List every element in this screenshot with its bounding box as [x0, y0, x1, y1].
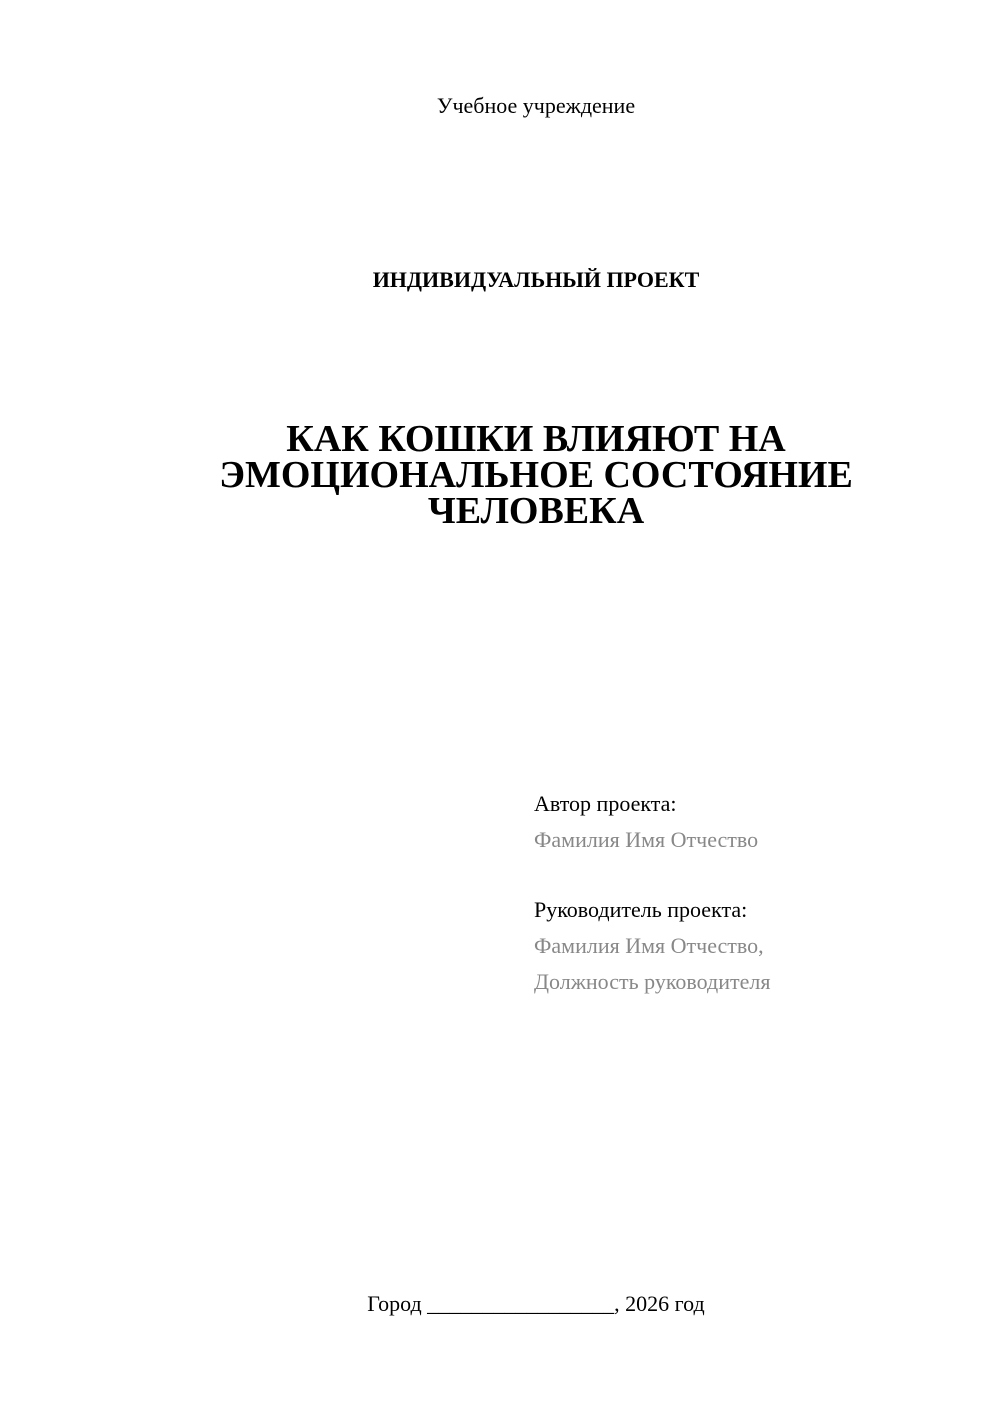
- project-title-line: КАК КОШКИ ВЛИЯЮТ НА: [286, 418, 786, 460]
- document-type: ИНДИВИДУАЛЬНЫЙ ПРОЕКТ: [372, 267, 700, 292]
- supervisor-label: Руководитель проекта:: [534, 897, 748, 922]
- supervisor-name: Фамилия Имя Отчество,: [534, 933, 764, 958]
- supervisor-position: Должность руководителя: [534, 969, 771, 994]
- project-title: [150, 418, 922, 532]
- institution-name: Учебное учреждение: [436, 93, 636, 118]
- author-name: Фамилия Имя Отчество: [534, 827, 759, 852]
- author-label: Автор проекта:: [534, 791, 677, 816]
- city-year-line: Город _________________, 2026 год: [367, 1291, 705, 1316]
- author-block: [534, 786, 758, 858]
- project-title-line: ЭМОЦИОНАЛЬНОЕ СОСТОЯНИЕ: [219, 454, 853, 496]
- project-title-line: ЧЕЛОВЕКА: [427, 490, 645, 532]
- supervisor-block: [534, 892, 770, 1000]
